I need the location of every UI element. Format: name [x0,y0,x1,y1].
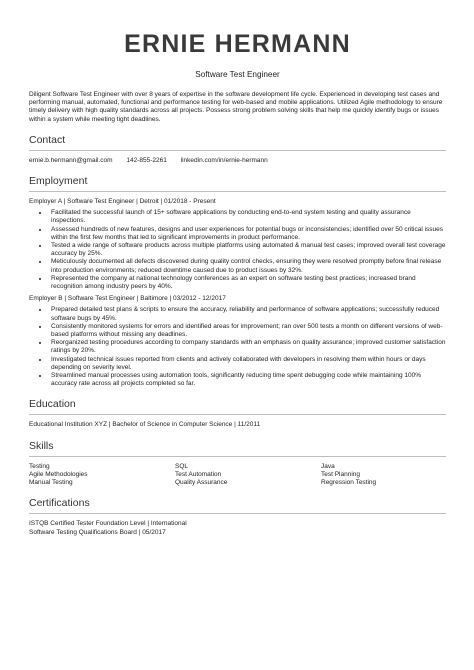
employment-heading: Employment [29,175,88,188]
skill-item: Java [321,462,335,470]
section-divider [29,414,446,415]
list-item: • Tested a wide range of software products across multiple platforms using automated & manual test cases; improved overall test coverage accuracy by 25%. [49,242,446,258]
contact-details [29,157,446,165]
list-item: • Meticulously documented all defects discovered during quality control checks, ensuring they were resolved promptly before final release into production environments; reduced downtime caused due to product issues by 32%. [49,258,446,274]
skill-item: Test Planning [321,470,361,478]
skill-item: Regression Testing [321,479,377,487]
education-heading: Education [29,398,76,411]
skills-grid [29,463,446,488]
skill-item: Test Automation [175,470,222,478]
skills-heading: Skills [29,439,54,452]
section-divider [29,150,446,151]
job-header-employer-a: Employer A | Software Test Engineer | Detroit | 01/2018 - Present [29,198,216,206]
list-item: • Consistently monitored systems for errors and identified areas for improvement; ran over 500 tests a month on different versions of web-based platforms without missing any deadlines. [49,323,446,339]
skill-item: Agile Methodologies [29,470,88,478]
skill-item: Testing [29,462,50,470]
certification-line: ISTQB Certified Tester Foundation Level | International [29,520,187,528]
section-divider [29,456,446,457]
list-item: • Facilitated the successful launch of 15+ software applications by conducting end-to-end system testing and quality assurance inspections. [49,209,446,225]
skill-item: Quality Assurance [175,479,228,487]
section-divider [29,513,446,514]
certification-line: Software Testing Qualifications Board | 05/2017 [29,528,166,536]
section-divider [29,191,446,192]
job-bullets-employer-a [29,209,446,291]
list-item: • Reorganized testing procedures according to company standards with an emphasis on quality assurance; improved customer satisfaction ratings by 20%. [49,339,446,355]
phone-number: 142-855-2261 [126,156,167,164]
list-item: • Streamlined manual processes using automation tools, significantly reducing time spent debugging code while maintaining 100% accuracy rate across all projects completed so far. [49,372,446,388]
list-item: • Represented the company at national technology conferences as an expert on software testing best practices; increased brand recognition among industry peers by 40%. [49,275,446,291]
certifications-heading: Certifications [29,497,90,510]
candidate-name: ERNIE HERMANN [124,30,351,58]
job-bullets-employer-b [29,306,446,388]
job-header-employer-b: Employer B | Software Test Engineer | Baltimore | 03/2012 - 12/2017 [29,295,226,303]
list-item: • Assessed hundreds of new features, designs and user experiences for potential bugs or inconsistencies; identified over 50 critical issues within the first few months that led to significant improvements in product performance. [49,226,446,242]
contact-heading: Contact [29,133,66,146]
education-entry: Educational Institution XYZ | Bachelor of Science in Computer Science | 11/2011 [29,421,261,429]
linkedin-link[interactable]: linkedin.com/in/ernie-hermann [180,156,268,164]
list-item: • Investigated technical issues reported from clients and actively collaborated with developers in resolving them within hours or days depending on severity level. [49,356,446,372]
email-link[interactable]: ernie.b.hermann@gmail.com [29,156,113,164]
professional-summary: Diligent Software Test Engineer with over 8 years of expertise in the software development life cycle. Experienced in developing test cases and performing manual, automated, functional and performance testing for web-based and mobile applications. Utilized Agile methodology to ensure timely delivery with high quality standards across all projects. Possess strong problem solving skills that help me quickly identify bugs or issues within a system while meeting tight deadlines. [29,91,443,123]
skill-item: SQL [175,462,189,470]
list-item: • Prepared detailed test plans & scripts to ensure the accuracy, reliability and performance of software applications; successfully reduced software bugs by 45%. [49,306,446,322]
job-title: Software Test Engineer [195,70,280,79]
skill-item: Manual Testing [29,479,73,487]
